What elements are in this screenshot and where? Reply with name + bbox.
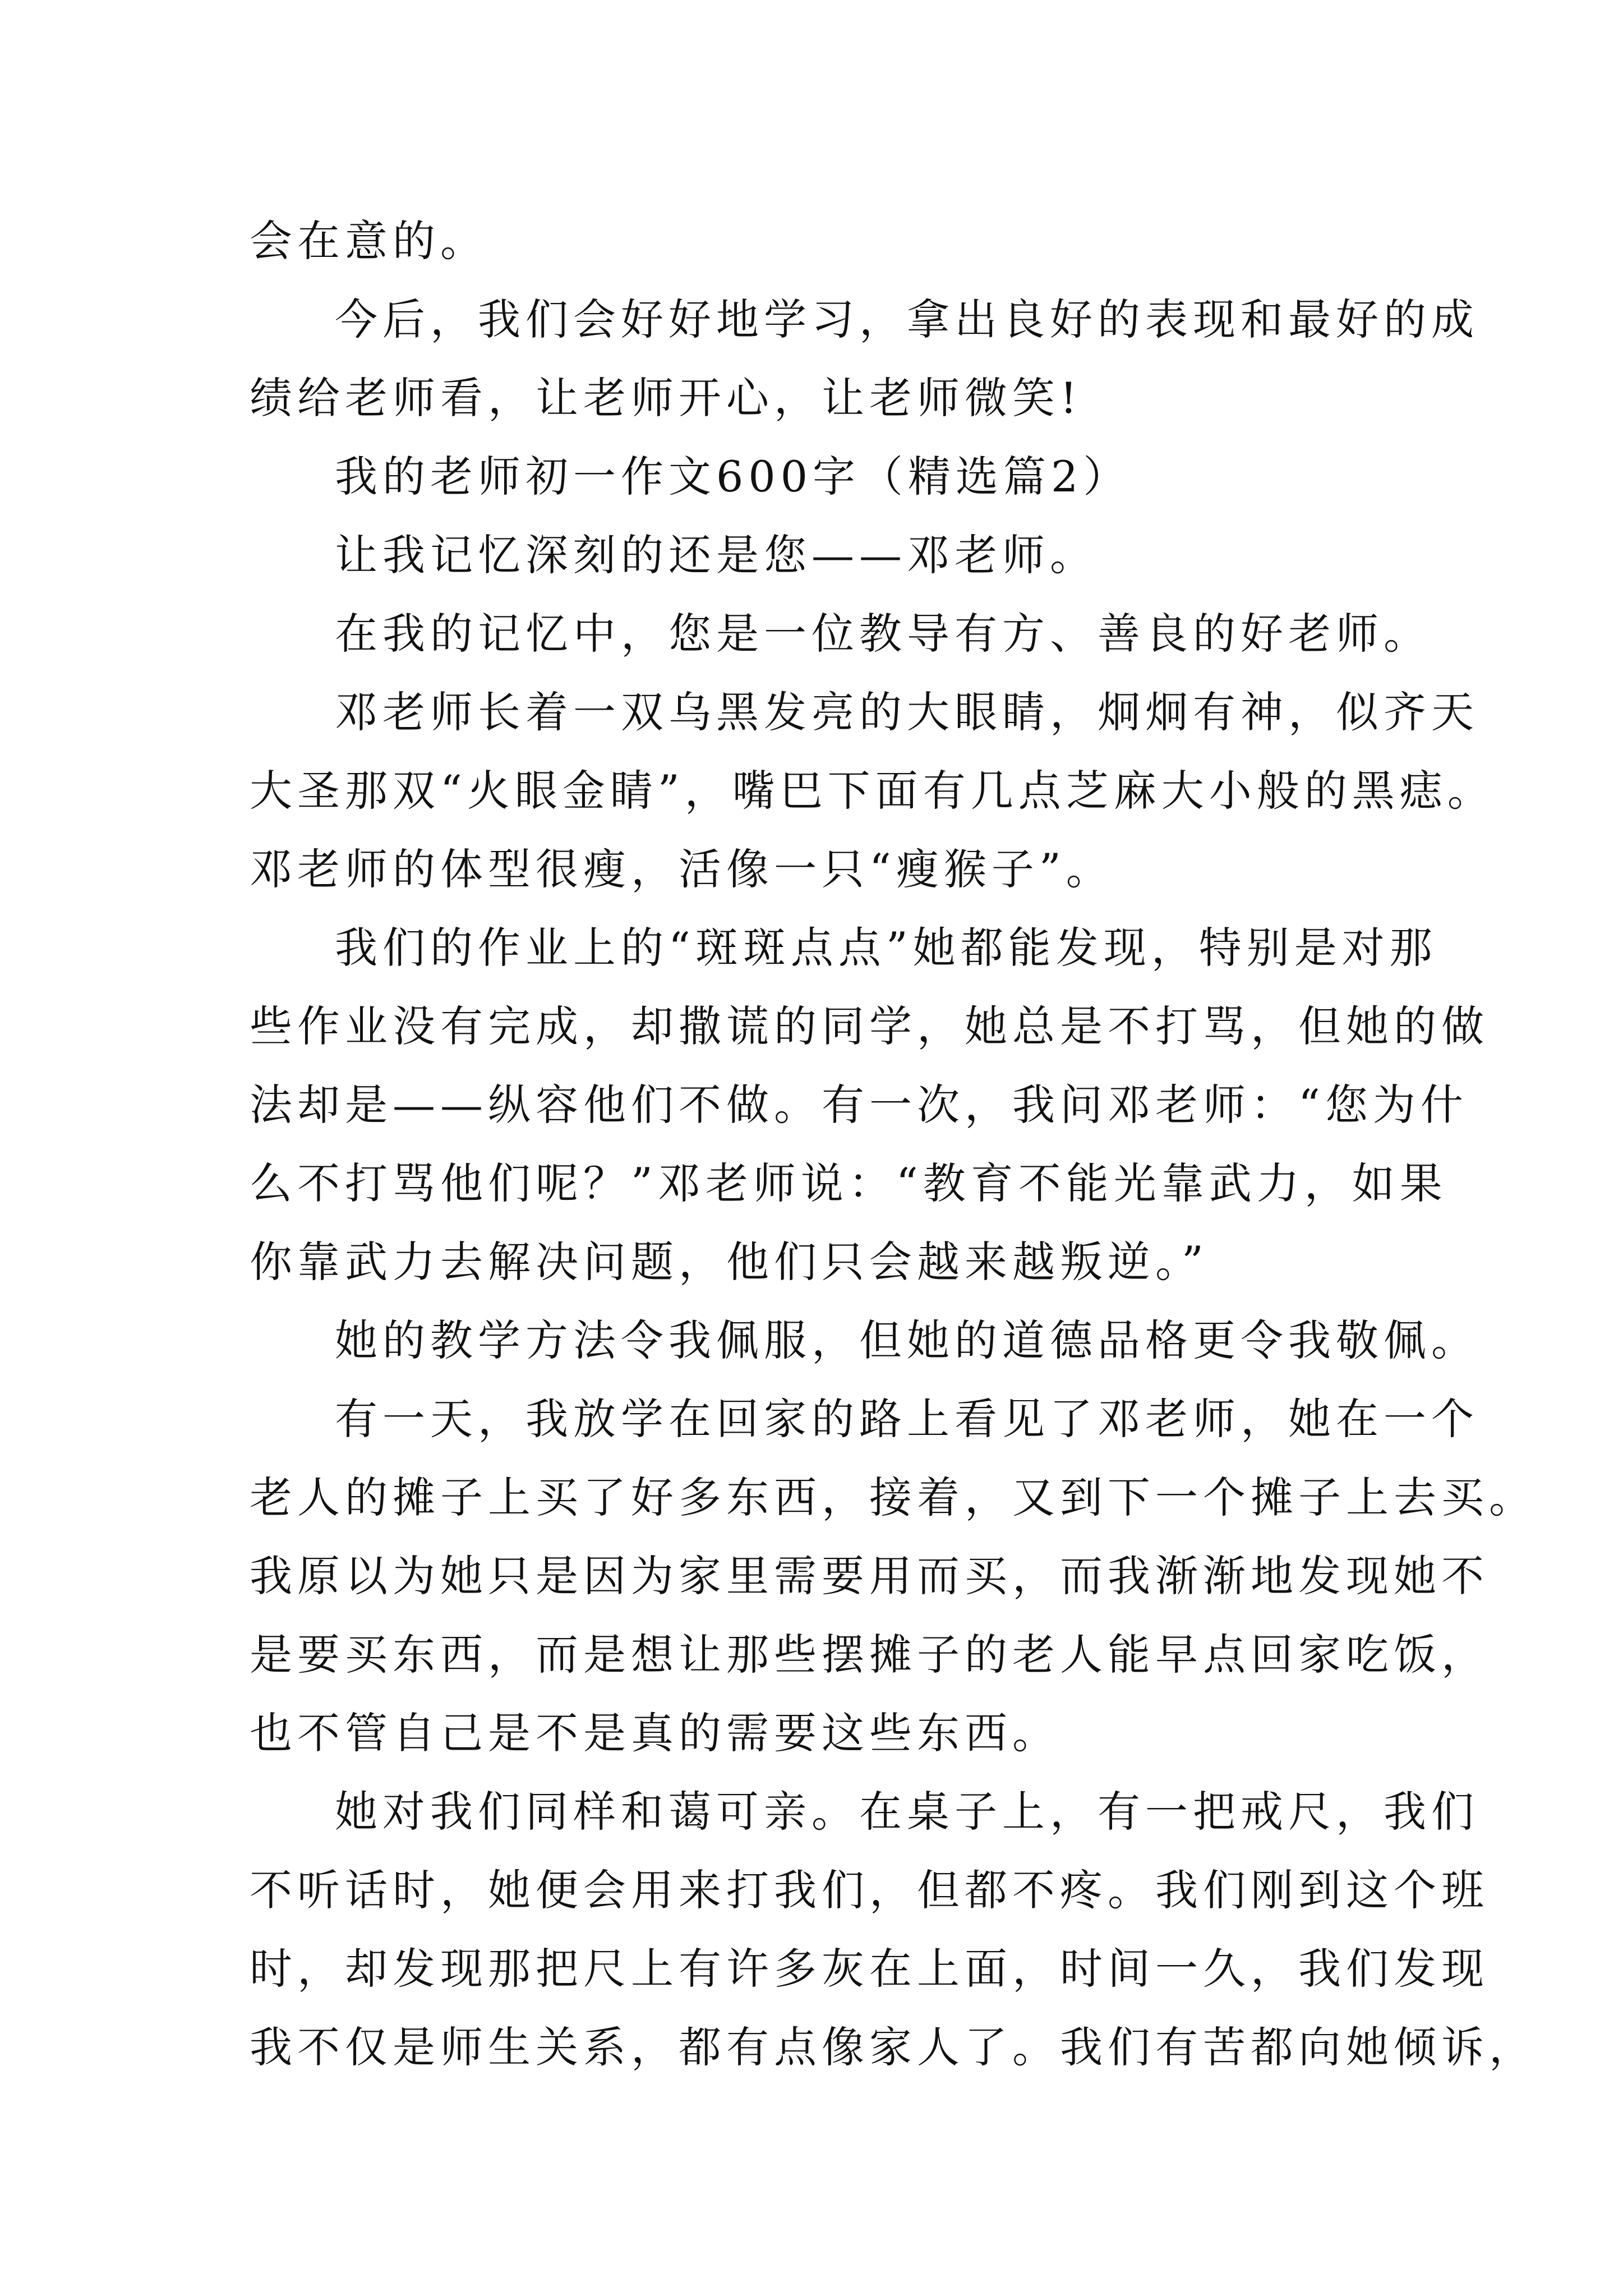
text-line-13: 么不打骂他们呢？”邓老师说：“教育不能光靠武力，如果 [250, 1158, 1447, 1208]
text-line-9: 邓老师的体型很瘦，活像一只“瘦猴子”。 [250, 844, 1114, 894]
text-line-3: 绩给老师看，让老师开心，让老师微笑! [250, 373, 1082, 423]
text-line-23: 时，却发现那把尺上有许多灰在上面，时间一久，我们发现 [250, 1944, 1489, 1994]
text-line-2: 今后，我们会好好地学习，拿出良好的表现和最好的成 [335, 295, 1479, 344]
text-line-18: 我原以为她只是因为家里需要用而买，而我渐渐地发现她不 [250, 1551, 1489, 1601]
text-line-7: 邓老师长着一双乌黑发亮的大眼睛，炯炯有神，似齐天 [335, 687, 1479, 737]
text-line-15: 她的教学方法令我佩服，但她的道德品格更令我敬佩。 [335, 1315, 1479, 1365]
text-line-11: 些作业没有完成，却撒谎的同学，她总是不打骂，但她的做 [250, 1001, 1489, 1051]
text-line-8: 大圣那双“火眼金睛”，嘴巴下面有几点芝麻大小般的黑痣。 [250, 766, 1495, 816]
text-line-21: 她对我们同样和蔼可亲。在桌子上，有一把戒尺，我们 [335, 1787, 1479, 1837]
text-line-10: 我们的作业上的“斑斑点点”她都能发现，特别是对那 [335, 923, 1437, 973]
text-line-5: 让我记忆深刻的还是您——邓老师。 [335, 530, 1098, 580]
section-heading: 我的老师初一作文600字（精选篇2） [335, 452, 1131, 501]
text-line-24: 我不仅是师生关系，都有点像家人了。我们有苦都向她倾诉， [250, 2022, 1537, 2072]
text-line-22: 不听话时，她便会用来打我们，但都不疼。我们刚到这个班 [250, 1865, 1489, 1915]
text-line-16: 有一天，我放学在回家的路上看见了邓老师，她在一个 [335, 1394, 1479, 1444]
text-line-14: 你靠武力去解决问题，他们只会越来越叛逆。” [250, 1237, 1209, 1287]
text-line-17: 老人的摊子上买了好多东西，接着，又到下一个摊子上去买。 [250, 1473, 1537, 1522]
text-line-20: 也不管自己是不是真的需要这些东西。 [250, 1708, 1060, 1758]
text-line-6: 在我的记忆中，您是一位教导有方、善良的好老师。 [335, 609, 1431, 659]
text-line-19: 是要买东西，而是想让那些摆摊子的老人能早点回家吃饭， [250, 1630, 1489, 1680]
text-line-12: 法却是——纵容他们不做。有一次，我问邓老师：“您为什 [250, 1080, 1468, 1130]
document-body [250, 202, 1537, 2087]
text-line-1: 会在意的。 [250, 216, 488, 266]
